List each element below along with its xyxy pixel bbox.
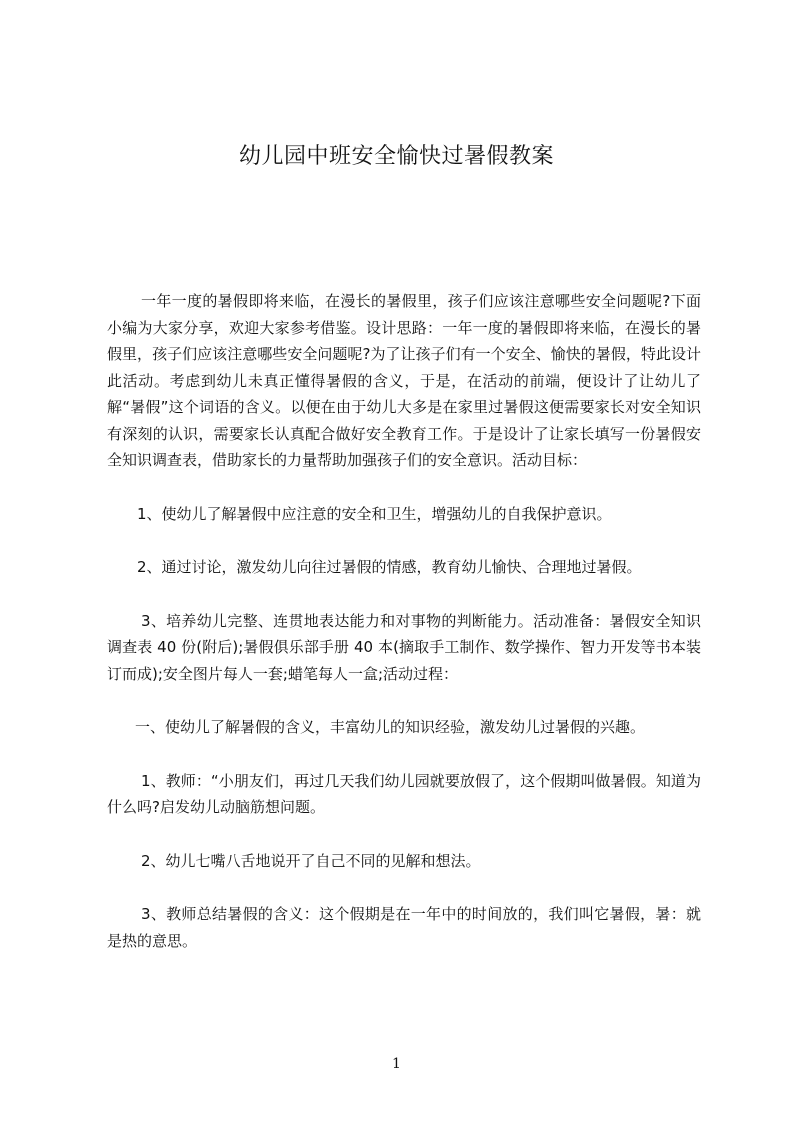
- page-number: 1: [392, 1056, 401, 1072]
- document-body: [107, 288, 701, 981]
- intro-paragraph: 一年一度的暑假即将来临，在漫长的暑假里，孩子们应该注意哪些安全问题呢?下面小编为大家分享，欢迎大家参考借鉴。设计思路：一年一度的暑假即将来临，在漫长的暑假里，孩子们应该注意哪些安全问题呢?为了让孩子们有一个安全、愉快的暑假，特此设计此活动。考虑到幼儿未真正懂得暑假的含义，于是，在活动的前端，便设计了让幼儿了解“暑假”这个词语的含义。以便在由于幼儿大多是在家里过暑假这便需要家长对安全知识有深刻的认识，需要家长认真配合做好安全教育工作。于是设计了让家长填写一份暑假安全知识调查表，借助家长的力量帮助加强孩子们的安全意识。活动目标：: [107, 292, 701, 469]
- process-item-1: 1、教师：“小朋友们，再过几天我们幼儿园就要放假了，这个假期叫做暑假。知道为什么吗?启发幼儿动脑筋想问题。: [107, 771, 701, 816]
- process-item-2: 2、幼儿七嘴八舌地说开了自己不同的见解和想法。: [141, 851, 481, 870]
- document-title: 幼儿园中班安全愉快过暑假教案: [238, 144, 554, 169]
- process-item-3: 3、教师总结暑假的含义：这个假期是在一年中的时间放的，我们叫它暑假，暑：就是热的意思。: [107, 905, 701, 950]
- goal-item-2: 2、通过讨论，激发幼儿向往过暑假的情感，教育幼儿愉快、合理地过暑假。: [137, 558, 642, 576]
- goal-item-3: 3、培养幼儿完整、连贯地表达能力和对事物的判断能力。活动准备：暑假安全知识调查表 40 份(附后);暑假俱乐部手册 40 本(摘取手工制作、数学操作、智力开发等书本装订而成);安全图片每人一套;蜡笔每人一盒;活动过程：: [107, 611, 701, 683]
- goal-item-1: 1、使幼儿了解暑假中应注意的安全和卫生，增强幼儿的自我保护意识。: [137, 504, 612, 523]
- process-heading: 一、使幼儿了解暑假的含义，丰富幼儿的知识经验，激发幼儿过暑假的兴趣。: [135, 718, 646, 736]
